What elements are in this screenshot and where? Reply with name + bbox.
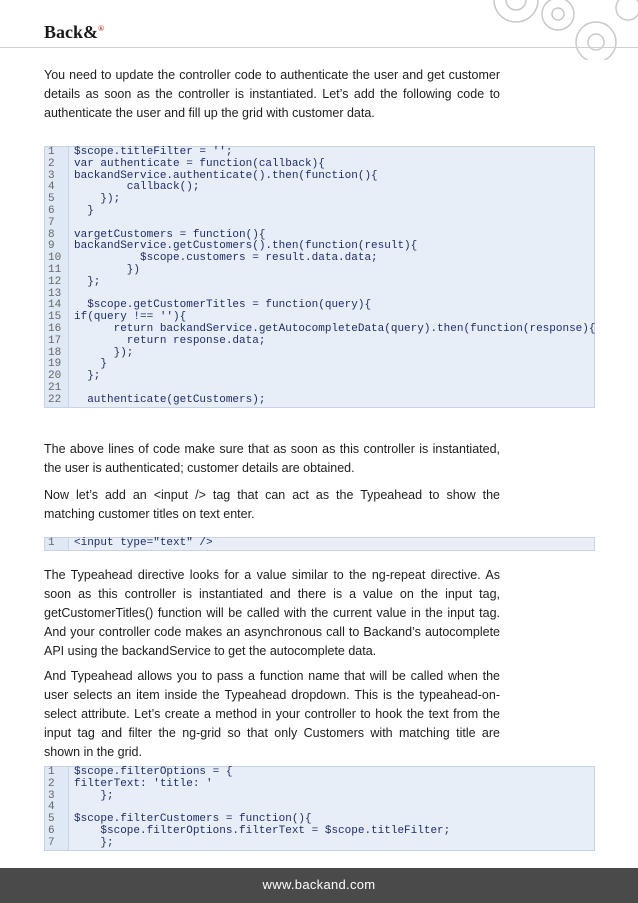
code-text: return backandService.getAutocompleteData(query).then(function(response){ bbox=[74, 322, 596, 335]
code-line bbox=[45, 348, 594, 360]
code-line bbox=[45, 194, 594, 206]
code-text: }; bbox=[74, 275, 101, 288]
line-number: 11 bbox=[45, 265, 69, 277]
code-line bbox=[45, 336, 594, 348]
code-line bbox=[45, 218, 594, 230]
line-number: 5 bbox=[45, 194, 69, 206]
line-number: 13 bbox=[45, 289, 69, 301]
code-text: if(query !== ''){ bbox=[74, 311, 187, 324]
line-number: 20 bbox=[45, 371, 69, 383]
code-line bbox=[45, 538, 594, 550]
code-text: filterText: 'title: ' bbox=[74, 777, 213, 790]
code-line bbox=[45, 395, 594, 407]
line-number: 5 bbox=[45, 814, 69, 826]
line-number: 17 bbox=[45, 336, 69, 348]
filter-code-block bbox=[44, 766, 595, 851]
line-number: 3 bbox=[45, 171, 69, 183]
line-number: 7 bbox=[45, 218, 69, 230]
code-text: }); bbox=[74, 346, 134, 359]
code-text: }); bbox=[74, 193, 121, 206]
intro-paragraph: You need to update the controller code to authenticate the user and get customer details as soon as the controller is instantiated. Let’s add the following code to authenticate the user and fill up the grid with customer data. bbox=[44, 68, 500, 120]
code-line bbox=[45, 371, 594, 383]
code-text bbox=[69, 383, 74, 395]
code-text: $scope.filterCustomers = function(){ bbox=[74, 813, 312, 826]
line-number: 21 bbox=[45, 383, 69, 395]
line-number: 4 bbox=[45, 802, 69, 814]
code-text: return response.data; bbox=[74, 334, 266, 347]
code-text: var authenticate = function(callback){ bbox=[74, 157, 325, 170]
line-number: 4 bbox=[45, 182, 69, 194]
code-line bbox=[45, 265, 594, 277]
line-number: 9 bbox=[45, 241, 69, 253]
gears-decoration-icon bbox=[478, 0, 638, 60]
code-line bbox=[45, 159, 594, 171]
line-number: 10 bbox=[45, 253, 69, 265]
on-select-paragraph: And Typeahead allows you to pass a function name that will be called when the user selects an item inside the Typeahead dropdown. This is the typeahead-on-select attribute. Let’s create a method in your controller to hook the text from the input tag and filter the ng-grid so that only Customers with matching title are shown in the grid. bbox=[44, 669, 500, 759]
code-text bbox=[69, 218, 74, 230]
line-number: 18 bbox=[45, 348, 69, 360]
line-number: 3 bbox=[45, 791, 69, 803]
code-text: $scope.filterOptions.filterText = $scope.titleFilter; bbox=[74, 824, 451, 837]
line-number: 1 bbox=[45, 767, 69, 779]
line-number: 2 bbox=[45, 779, 69, 791]
code-line bbox=[45, 206, 594, 218]
code-text: }; bbox=[74, 370, 101, 383]
line-number: 2 bbox=[45, 159, 69, 171]
line-number: 7 bbox=[45, 838, 69, 850]
code-text: } bbox=[74, 358, 108, 371]
code-text: }) bbox=[74, 263, 141, 276]
code-line bbox=[45, 791, 594, 803]
code-line bbox=[45, 359, 594, 371]
code-text: backandService.getCustomers().then(function(result){ bbox=[74, 240, 418, 253]
code-line bbox=[45, 277, 594, 289]
code-text: $scope.customers = result.data.data; bbox=[74, 252, 378, 265]
footer-url[interactable]: www.backand.com bbox=[262, 877, 376, 892]
line-number: 6 bbox=[45, 206, 69, 218]
footer-bar bbox=[0, 868, 638, 903]
code-text: }; bbox=[74, 836, 114, 849]
input-code-block bbox=[44, 537, 595, 551]
code-line bbox=[45, 182, 594, 194]
code-text: callback(); bbox=[74, 181, 200, 194]
line-number: 19 bbox=[45, 359, 69, 371]
brand-logo bbox=[44, 22, 104, 43]
line-number: 14 bbox=[45, 300, 69, 312]
registered-mark: ® bbox=[98, 24, 104, 33]
code-text: $scope.getCustomerTitles = function(query){ bbox=[74, 299, 372, 312]
typeahead-paragraph: The Typeahead directive looks for a value similar to the ng-repeat directive. As soon as this controller is instantiated and there is a value on the input tag, getCustomerTitles() function will be called with the current value in the input tag. And your controller code makes an asynchronous call to Backand’s autocomplete API using the backandService to get the autocomplete data. bbox=[44, 568, 500, 658]
code-text: authenticate(getCustomers); bbox=[74, 393, 266, 406]
explanation-paragraph: The above lines of code make sure that as soon as this controller is instantiated, the user is authenticated; customer details are obtained. bbox=[44, 442, 500, 475]
line-number: 1 bbox=[45, 147, 69, 159]
line-number: 16 bbox=[45, 324, 69, 336]
logo-text: Back& bbox=[44, 22, 98, 42]
code-line bbox=[45, 324, 594, 336]
line-number: 8 bbox=[45, 230, 69, 242]
code-text: backandService.authenticate().then(function(){ bbox=[74, 169, 378, 182]
code-line bbox=[45, 383, 594, 395]
code-text: }; bbox=[74, 789, 114, 802]
code-text: } bbox=[74, 204, 94, 217]
code-text: $scope.filterOptions = { bbox=[74, 766, 233, 778]
code-line bbox=[45, 779, 594, 791]
code-text: vargetCustomers = function(){ bbox=[74, 228, 266, 241]
line-number: 22 bbox=[45, 395, 69, 407]
line-number: 1 bbox=[45, 538, 69, 550]
code-text: $scope.titleFilter = ''; bbox=[74, 146, 233, 158]
code-line bbox=[45, 838, 594, 850]
code-line bbox=[45, 826, 594, 838]
input-tag-paragraph: Now let’s add an <input /> tag that can act as the Typeahead to show the matching customer titles on text enter. bbox=[44, 488, 500, 521]
line-number: 12 bbox=[45, 277, 69, 289]
line-number: 6 bbox=[45, 826, 69, 838]
code-text: <input type="text" /> bbox=[74, 537, 213, 549]
line-number: 15 bbox=[45, 312, 69, 324]
header-divider bbox=[0, 47, 638, 48]
controller-code-block bbox=[44, 146, 595, 408]
